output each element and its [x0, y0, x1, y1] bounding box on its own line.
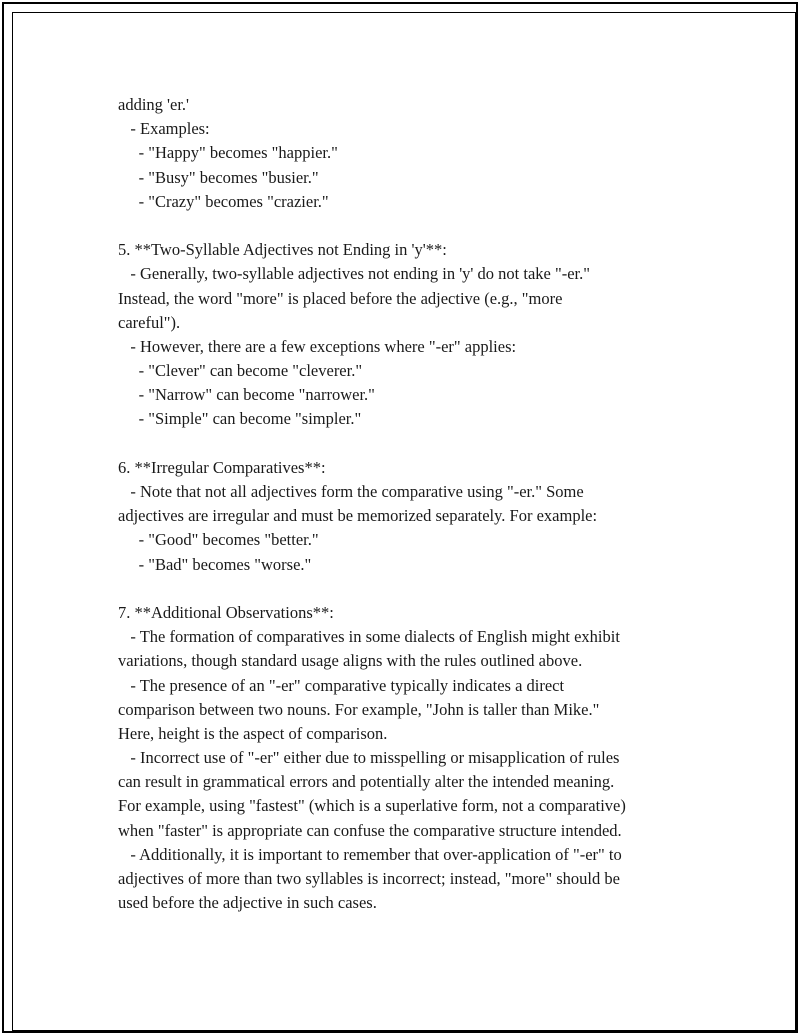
section-5-line: Instead, the word "more" is placed before the adjective (e.g., "more	[118, 288, 563, 308]
paragraph-gap	[118, 214, 698, 238]
section-6-line: adjectives are irregular and must be memorized separately. For example:	[118, 506, 598, 526]
section-5-line: - Generally, two-syllable adjectives not ending in 'y' do not take "-er."	[118, 264, 590, 284]
intro-examples-label: - Examples:	[118, 119, 210, 139]
intro-example: - "Happy" becomes "happier."	[118, 143, 338, 163]
section-5-line: - However, there are a few exceptions where "-er" applies:	[118, 336, 517, 356]
section-5-line: - "Simple" can become "simpler."	[118, 409, 362, 429]
section-7-line: variations, though standard usage aligns with the rules outlined above.	[118, 651, 583, 671]
section-7-line: comparison between two nouns. For example, "John is taller than Mike."	[118, 699, 600, 719]
section-5-line: - "Clever" can become "cleverer."	[118, 361, 363, 381]
section-7-line: can result in grammatical errors and potentially alter the intended meaning.	[118, 772, 615, 792]
section-7-line: used before the adjective in such cases.	[118, 893, 377, 913]
section-6-line: - "Good" becomes "better."	[118, 530, 319, 550]
section-7-line: when "faster" is appropriate can confuse the comparative structure intended.	[118, 820, 622, 840]
paragraph-gap	[118, 577, 698, 601]
document-body	[118, 93, 698, 915]
section-7-line: - The presence of an "-er" comparative typically indicates a direct	[118, 675, 565, 695]
section-6-heading: 6. **Irregular Comparatives**:	[118, 457, 326, 477]
section-7-heading: 7. **Additional Observations**:	[118, 602, 334, 622]
section-7-line: - Additionally, it is important to remember that over-application of "-er" to	[118, 844, 622, 864]
section-6-line: - Note that not all adjectives form the comparative using "-er." Some	[118, 482, 584, 501]
section-7-line: Here, height is the aspect of comparison.	[118, 723, 388, 743]
section-7-line: adjectives of more than two syllables is incorrect; instead, "more" should be	[118, 869, 620, 888]
intro-example: - "Busy" becomes "busier."	[118, 167, 319, 187]
section-7-line: For example, using "fastest" (which is a superlative form, not a comparative)	[118, 796, 626, 816]
section-5-line: careful").	[118, 312, 181, 332]
section-7-line: - The formation of comparatives in some dialects of English might exhibit	[118, 627, 620, 647]
section-7-line: - Incorrect use of "-er" either due to misspelling or misapplication of rules	[118, 748, 620, 768]
section-6-line: - "Bad" becomes "worse."	[118, 554, 312, 574]
section-5-line: - "Narrow" can become "narrower."	[118, 385, 375, 405]
intro-continuation: adding 'er.'	[118, 95, 190, 114]
section-5-heading: 5. **Two-Syllable Adjectives not Ending in 'y'**:	[118, 240, 447, 260]
intro-example: - "Crazy" becomes "crazier."	[118, 191, 329, 211]
paragraph-gap	[118, 432, 698, 456]
